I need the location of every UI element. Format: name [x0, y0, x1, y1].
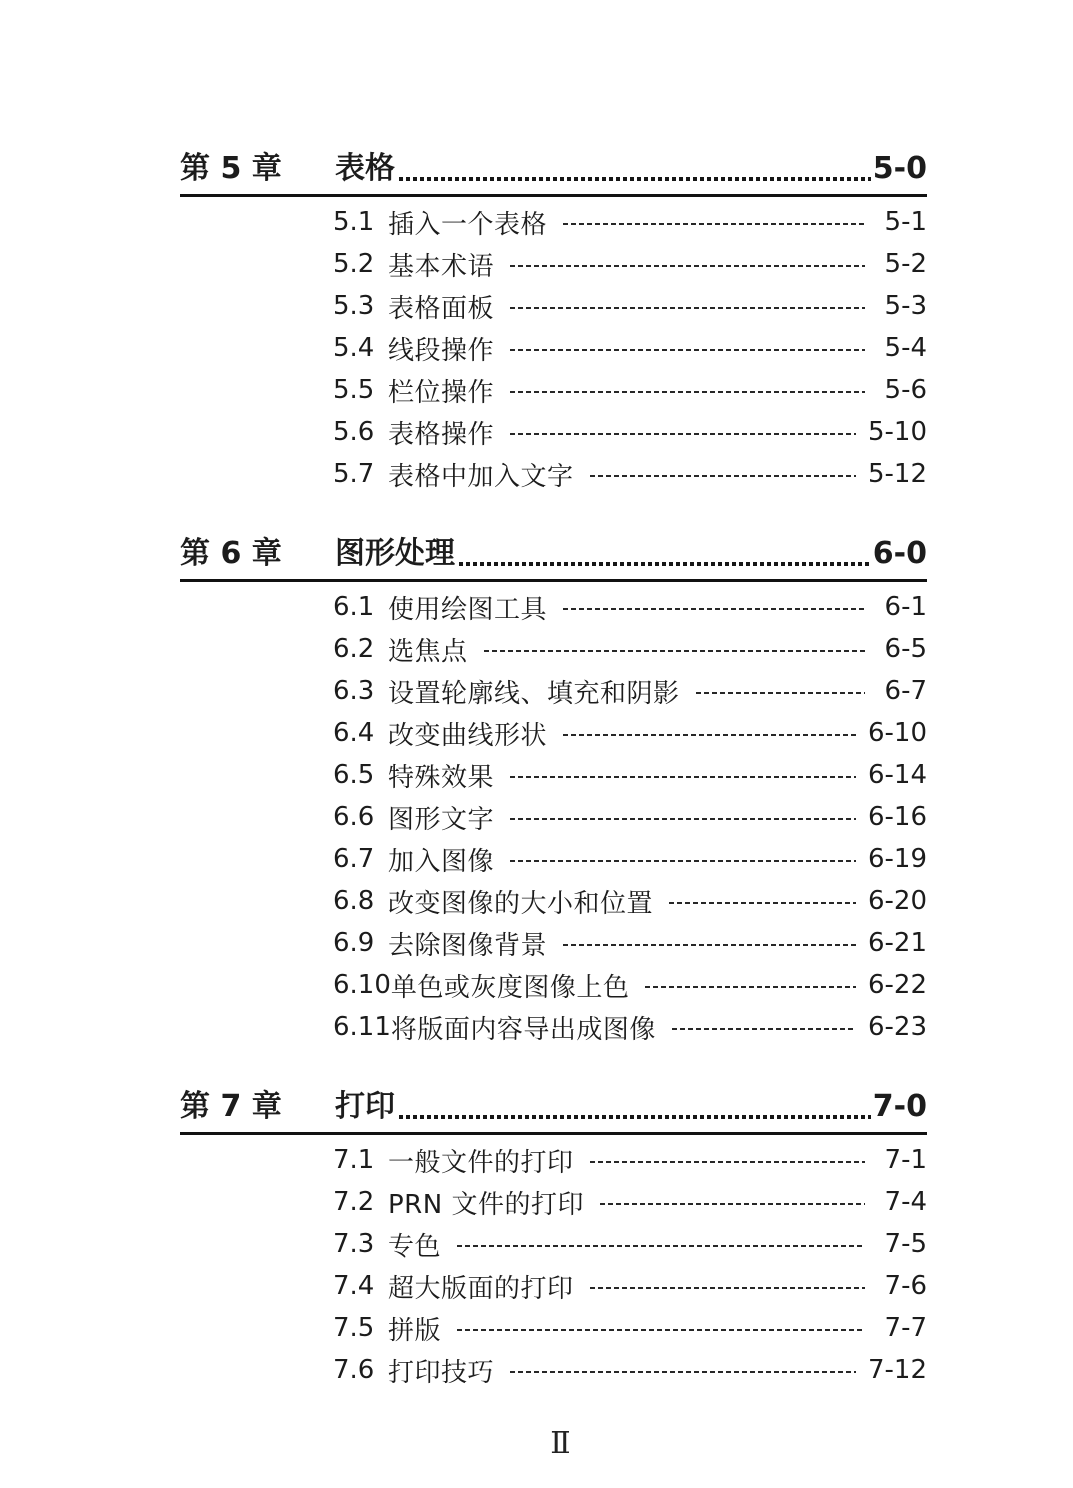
section-title: 单色或灰度图像上色: [390, 972, 630, 1003]
section-page-number: 7-7: [884, 1313, 927, 1343]
section-number: 6.1: [333, 592, 375, 622]
chapter-dot-leader: [399, 177, 871, 181]
chapter-page-number: 6-0: [872, 536, 927, 571]
chapter-title: 打印: [335, 1089, 395, 1124]
dash-leader: [672, 1028, 856, 1030]
section-number: 7.1: [333, 1145, 375, 1175]
chapter-divider-rule: [180, 1132, 927, 1135]
section-page-number: 7-12: [867, 1355, 927, 1385]
chapter-dot-leader: [459, 562, 871, 566]
section-list: [180, 1139, 927, 1391]
toc-entry-row: [333, 285, 927, 327]
chapter-label: 第 7 章: [180, 1089, 282, 1124]
section-title: 专色: [388, 1231, 442, 1262]
toc-entry-row: [333, 453, 927, 495]
section-page-number: 7-6: [884, 1271, 927, 1301]
section-number: 5.6: [333, 417, 375, 447]
toc-entry-row: [333, 1307, 927, 1349]
page-footer-number: Ⅱ: [550, 1426, 571, 1461]
section-page-number: 6-16: [867, 802, 927, 832]
section-title: 选焦点: [388, 636, 468, 667]
table-of-contents: [180, 148, 927, 1391]
toc-entry-row: [333, 327, 927, 369]
section-title: 加入图像: [388, 846, 495, 877]
section-number: 6.7: [333, 844, 375, 874]
section-title: 线段操作: [388, 335, 495, 366]
toc-entry-row: [333, 201, 927, 243]
section-title: 表格中加入文字: [388, 461, 574, 492]
section-page-number: 7-1: [884, 1145, 927, 1175]
toc-entry-row: [333, 1006, 927, 1048]
section-number: 6.6: [333, 802, 375, 832]
section-number: 6.4: [333, 718, 375, 748]
section-title: 特殊效果: [388, 762, 495, 793]
section-title: 插入一个表格: [388, 209, 548, 240]
section-page-number: 5-6: [884, 375, 927, 405]
chapter-divider-rule: [180, 579, 927, 582]
section-title: 一般文件的打印: [388, 1147, 574, 1178]
section-page-number: 6-5: [884, 634, 927, 664]
dash-leader: [600, 1203, 865, 1205]
toc-entry-row: [333, 796, 927, 838]
section-page-number: 6-20: [867, 886, 927, 916]
dash-leader: [510, 860, 856, 862]
section-title: 改变图像的大小和位置: [388, 888, 654, 919]
dash-leader: [510, 349, 865, 351]
dash-leader: [510, 776, 856, 778]
section-page-number: 6-1: [884, 592, 927, 622]
toc-entry-row: [333, 586, 927, 628]
chapter-block: [180, 1086, 927, 1391]
section-page-number: 7-5: [884, 1229, 927, 1259]
toc-entry-row: [333, 1265, 927, 1307]
chapter-title: 图形处理: [335, 536, 455, 571]
section-title: 使用绘图工具: [388, 594, 548, 625]
dash-leader: [510, 265, 865, 267]
dash-leader: [563, 223, 865, 225]
dash-leader: [645, 986, 856, 988]
section-page-number: 6-22: [867, 970, 927, 1000]
chapter-block: [180, 148, 927, 495]
section-number: 5.1: [333, 207, 375, 237]
section-number: 6.9: [333, 928, 375, 958]
toc-entry-row: [333, 712, 927, 754]
dash-leader: [590, 1287, 865, 1289]
dash-leader: [510, 818, 856, 820]
section-number: 6.8: [333, 886, 375, 916]
section-title: 打印技巧: [388, 1357, 495, 1388]
toc-entry-row: [333, 838, 927, 880]
dash-leader: [510, 307, 865, 309]
section-number: 6.5: [333, 760, 375, 790]
section-page-number: 6-21: [867, 928, 927, 958]
chapter-title: 表格: [335, 151, 395, 186]
section-title: 表格操作: [388, 419, 495, 450]
dash-leader: [669, 902, 856, 904]
dash-leader: [510, 433, 856, 435]
section-title: 超大版面的打印: [388, 1273, 574, 1304]
toc-entry-row: [333, 964, 927, 1006]
section-number: 7.4: [333, 1271, 375, 1301]
section-page-number: 5-3: [884, 291, 927, 321]
dash-leader: [563, 608, 865, 610]
dash-leader: [457, 1329, 865, 1331]
chapter-heading-row: [180, 1086, 927, 1122]
dash-leader: [510, 391, 865, 393]
section-number: 5.7: [333, 459, 375, 489]
toc-entry-row: [333, 1181, 927, 1223]
dash-leader: [563, 734, 856, 736]
dash-leader: [590, 475, 856, 477]
section-page-number: 6-10: [867, 718, 927, 748]
toc-entry-row: [333, 880, 927, 922]
section-list: [180, 586, 927, 1048]
dash-leader: [563, 944, 856, 946]
section-number: 7.5: [333, 1313, 375, 1343]
toc-entry-row: [333, 922, 927, 964]
section-page-number: 7-4: [884, 1187, 927, 1217]
section-page-number: 5-2: [884, 249, 927, 279]
chapter-heading-row: [180, 533, 927, 569]
section-page-number: 5-4: [884, 333, 927, 363]
section-title: 拼版: [388, 1315, 442, 1346]
section-number: 6.11: [333, 1012, 391, 1042]
chapter-heading-row: [180, 148, 927, 184]
section-title: 基本术语: [388, 251, 495, 282]
chapter-label: 第 6 章: [180, 536, 282, 571]
toc-entry-row: [333, 754, 927, 796]
toc-entry-row: [333, 411, 927, 453]
toc-entry-row: [333, 628, 927, 670]
section-page-number: 5-12: [867, 459, 927, 489]
section-number: 7.6: [333, 1355, 375, 1385]
section-page-number: 6-23: [867, 1012, 927, 1042]
toc-entry-row: [333, 369, 927, 411]
section-number: 5.2: [333, 249, 375, 279]
dash-leader: [484, 650, 865, 652]
section-page-number: 6-7: [884, 676, 927, 706]
section-page-number: 6-19: [867, 844, 927, 874]
section-number: 6.2: [333, 634, 375, 664]
chapter-label: 第 5 章: [180, 151, 282, 186]
dash-leader: [696, 692, 865, 694]
section-page-number: 6-14: [867, 760, 927, 790]
toc-entry-row: [333, 243, 927, 285]
toc-entry-row: [333, 1223, 927, 1265]
chapter-page-number: 7-0: [872, 1089, 927, 1124]
chapter-page-number: 5-0: [872, 151, 927, 186]
section-number: 6.10: [333, 970, 391, 1000]
section-number: 5.3: [333, 291, 375, 321]
dash-leader: [510, 1371, 856, 1373]
section-title: 设置轮廓线、填充和阴影: [388, 678, 680, 709]
dash-leader: [590, 1161, 865, 1163]
section-page-number: 5-10: [867, 417, 927, 447]
section-number: 6.3: [333, 676, 375, 706]
section-page-number: 5-1: [884, 207, 927, 237]
section-number: 5.4: [333, 333, 375, 363]
chapter-divider-rule: [180, 194, 927, 197]
chapter-dot-leader: [399, 1115, 871, 1119]
section-list: [180, 201, 927, 495]
dash-leader: [457, 1245, 865, 1247]
chapter-block: [180, 533, 927, 1048]
section-number: 7.3: [333, 1229, 375, 1259]
toc-entry-row: [333, 1349, 927, 1391]
section-title: 图形文字: [388, 804, 495, 835]
section-title: 表格面板: [388, 293, 495, 324]
toc-entry-row: [333, 1139, 927, 1181]
section-title: PRN 文件的打印: [388, 1189, 584, 1220]
section-number: 5.5: [333, 375, 375, 405]
section-title: 将版面内容导出成图像: [390, 1014, 656, 1045]
section-title: 去除图像背景: [388, 930, 548, 961]
section-title: 改变曲线形状: [388, 720, 548, 751]
section-title: 栏位操作: [388, 377, 495, 408]
section-number: 7.2: [333, 1187, 375, 1217]
toc-entry-row: [333, 670, 927, 712]
